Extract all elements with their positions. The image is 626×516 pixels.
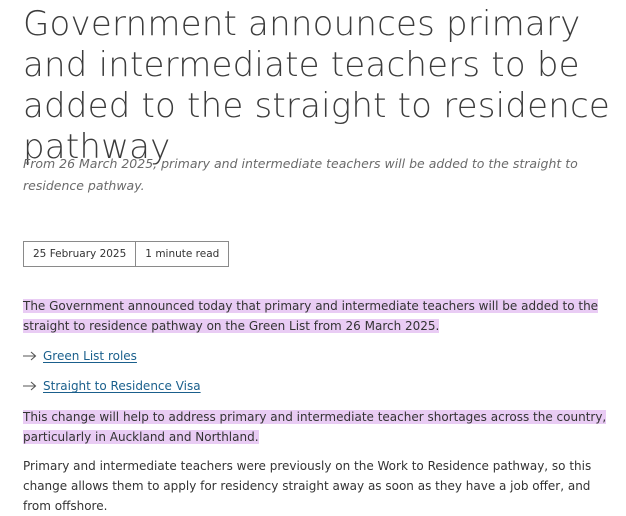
paragraph-previous-pathway: Primary and intermediate teachers were previously on the Work to Residence pathway, so this change allows them to apply for residency straight away as soon as they have a job offer, and from offshore. (23, 459, 592, 513)
highlighted-text: This change will help to address primary and intermediate teacher shortages across the country, particularly in Auckland and Northland. (23, 410, 607, 444)
green-list-roles-link[interactable]: Green List roles (43, 349, 137, 363)
highlighted-text: The Government announced today that primary and intermediate teachers will be added to the straight to residence pathway on the Green List from 26 March 2025. (23, 299, 599, 333)
publish-date: 25 February 2025 (33, 248, 127, 260)
arrow-right-icon (23, 351, 37, 361)
read-time: 1 minute read (135, 242, 228, 266)
arrow-right-icon (23, 381, 37, 391)
related-link-green-list[interactable] (23, 346, 137, 366)
paragraph-announcement (23, 296, 619, 336)
straight-to-residence-visa-link[interactable]: Straight to Residence Visa (43, 379, 201, 393)
article-lead: From 26 March 2025, primary and intermediate teachers will be added to the straight to residence pathway. (23, 156, 578, 193)
paragraph-shortages (23, 407, 619, 447)
article-meta (23, 241, 229, 267)
related-link-straight-to-residence[interactable] (23, 376, 201, 396)
page-title: Government announces primary and intermediate teachers to be added to the straight to residence pathway (23, 4, 610, 167)
